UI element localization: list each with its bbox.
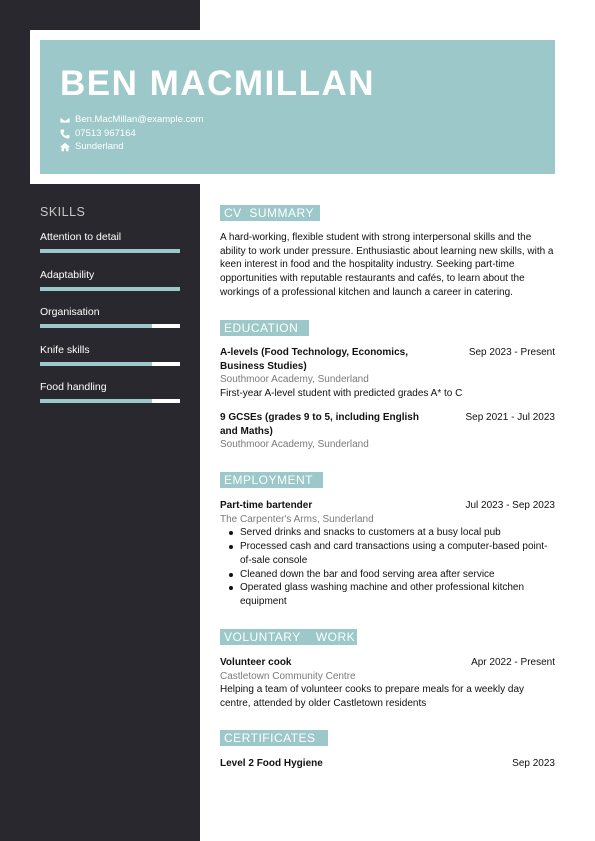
location-text: Sunderland — [75, 141, 124, 152]
skill-level-bar — [40, 249, 180, 253]
education-entry — [220, 411, 555, 452]
entry-title: Part-time bartender — [220, 500, 313, 511]
entry-title: Level 2 Food Hygiene — [220, 758, 323, 769]
entry-date: Apr 2022 - Present — [471, 657, 555, 668]
skill-level-bar — [40, 287, 180, 291]
employment-entry — [220, 499, 555, 609]
entry-title: Volunteer cook — [220, 657, 292, 668]
summary-text: A hard-working, flexible student with strong interpersonal skills and the ability to work under pressure. Enthusiastic about learning new skills, with a keen interest in food and the hospitality industry. Seeking part-time opportunities with reputable restaurants and cafés, to learn about the workings of a professional kitchen and launch a career in catering. — [220, 232, 554, 298]
contact-location — [60, 141, 124, 152]
contact-email — [60, 114, 203, 125]
summary-section — [220, 231, 555, 300]
phone-icon — [60, 129, 70, 139]
entry-organisation: Southmoor Academy, Sunderland — [220, 374, 369, 386]
skill-label: Organisation — [40, 306, 100, 318]
entry-date: Sep 2023 - Present — [468, 347, 555, 358]
list-item: Processed cash and card transactions using a computer-based point-of-sale console — [228, 540, 555, 567]
skill-item — [40, 306, 180, 328]
skill-level-fill — [40, 287, 180, 291]
skill-label: Food handling — [40, 381, 107, 393]
employment-heading: EMPLOYMENT — [220, 472, 323, 488]
skill-level-fill — [40, 324, 152, 328]
education-entry — [220, 346, 555, 401]
skill-level-fill — [40, 362, 152, 366]
entry-organisation: The Carpenter's Arms, Sunderland — [220, 513, 374, 525]
skill-item — [40, 269, 180, 291]
skill-item — [40, 344, 180, 366]
entry-detail: Helping a team of volunteer cooks to prepare meals for a weekly day centre, attended by older Castletown residents — [220, 684, 525, 710]
skill-label: Adaptability — [40, 268, 95, 281]
entry-organisation: Southmoor Academy, Sunderland — [220, 439, 369, 451]
certificates-heading: CERTIFICATES — [220, 730, 328, 746]
entry-date: Sep 2023 — [512, 758, 555, 769]
contact-phone — [60, 128, 136, 139]
skill-label: Attention to detail — [40, 231, 122, 243]
skill-level-fill — [40, 399, 152, 403]
education-heading: EDUCATION — [220, 320, 309, 336]
skill-item — [40, 231, 180, 253]
skill-level-bar — [40, 399, 180, 403]
voluntary-entry — [220, 656, 555, 711]
home-icon — [60, 142, 70, 152]
duties-list — [228, 526, 555, 608]
entry-organisation: Castletown Community Centre — [220, 670, 356, 682]
phone-text: 07513 967164 — [75, 128, 136, 139]
skill-level-bar — [40, 362, 180, 366]
email-text: Ben.MacMillan@example.com — [75, 114, 204, 125]
skill-item — [40, 381, 180, 403]
summary-heading: CV SUMMARY — [220, 205, 320, 221]
entry-title: 9 GCSEs (grades 9 to 5, including English and Maths) — [220, 412, 419, 437]
skill-level-bar — [40, 324, 180, 328]
list-item: Served drinks and snacks to customers at a busy local pub — [228, 526, 555, 540]
entry-detail: First-year A-level student with predicted grades A* to C — [220, 388, 463, 400]
list-item: Operated glass washing machine and other professional kitchen equipment — [228, 581, 555, 608]
voluntary-heading: VOLUNTARY WORK — [220, 629, 357, 645]
entry-title: A-levels (Food Technology, Economics, Business Studies) — [220, 347, 408, 372]
skill-label: Knife skills — [40, 343, 90, 356]
skills-heading: SKILLS — [40, 205, 86, 219]
envelope-icon — [60, 115, 70, 125]
certificate-entry — [220, 757, 555, 771]
entry-date: Jul 2023 - Sep 2023 — [465, 500, 555, 511]
list-item: Cleaned down the bar and food serving area after service — [228, 568, 555, 582]
candidate-name: BEN MACMILLAN — [60, 64, 376, 103]
entry-date: Sep 2021 - Jul 2023 — [465, 412, 555, 423]
skill-level-fill — [40, 249, 180, 253]
header-banner — [40, 40, 555, 174]
